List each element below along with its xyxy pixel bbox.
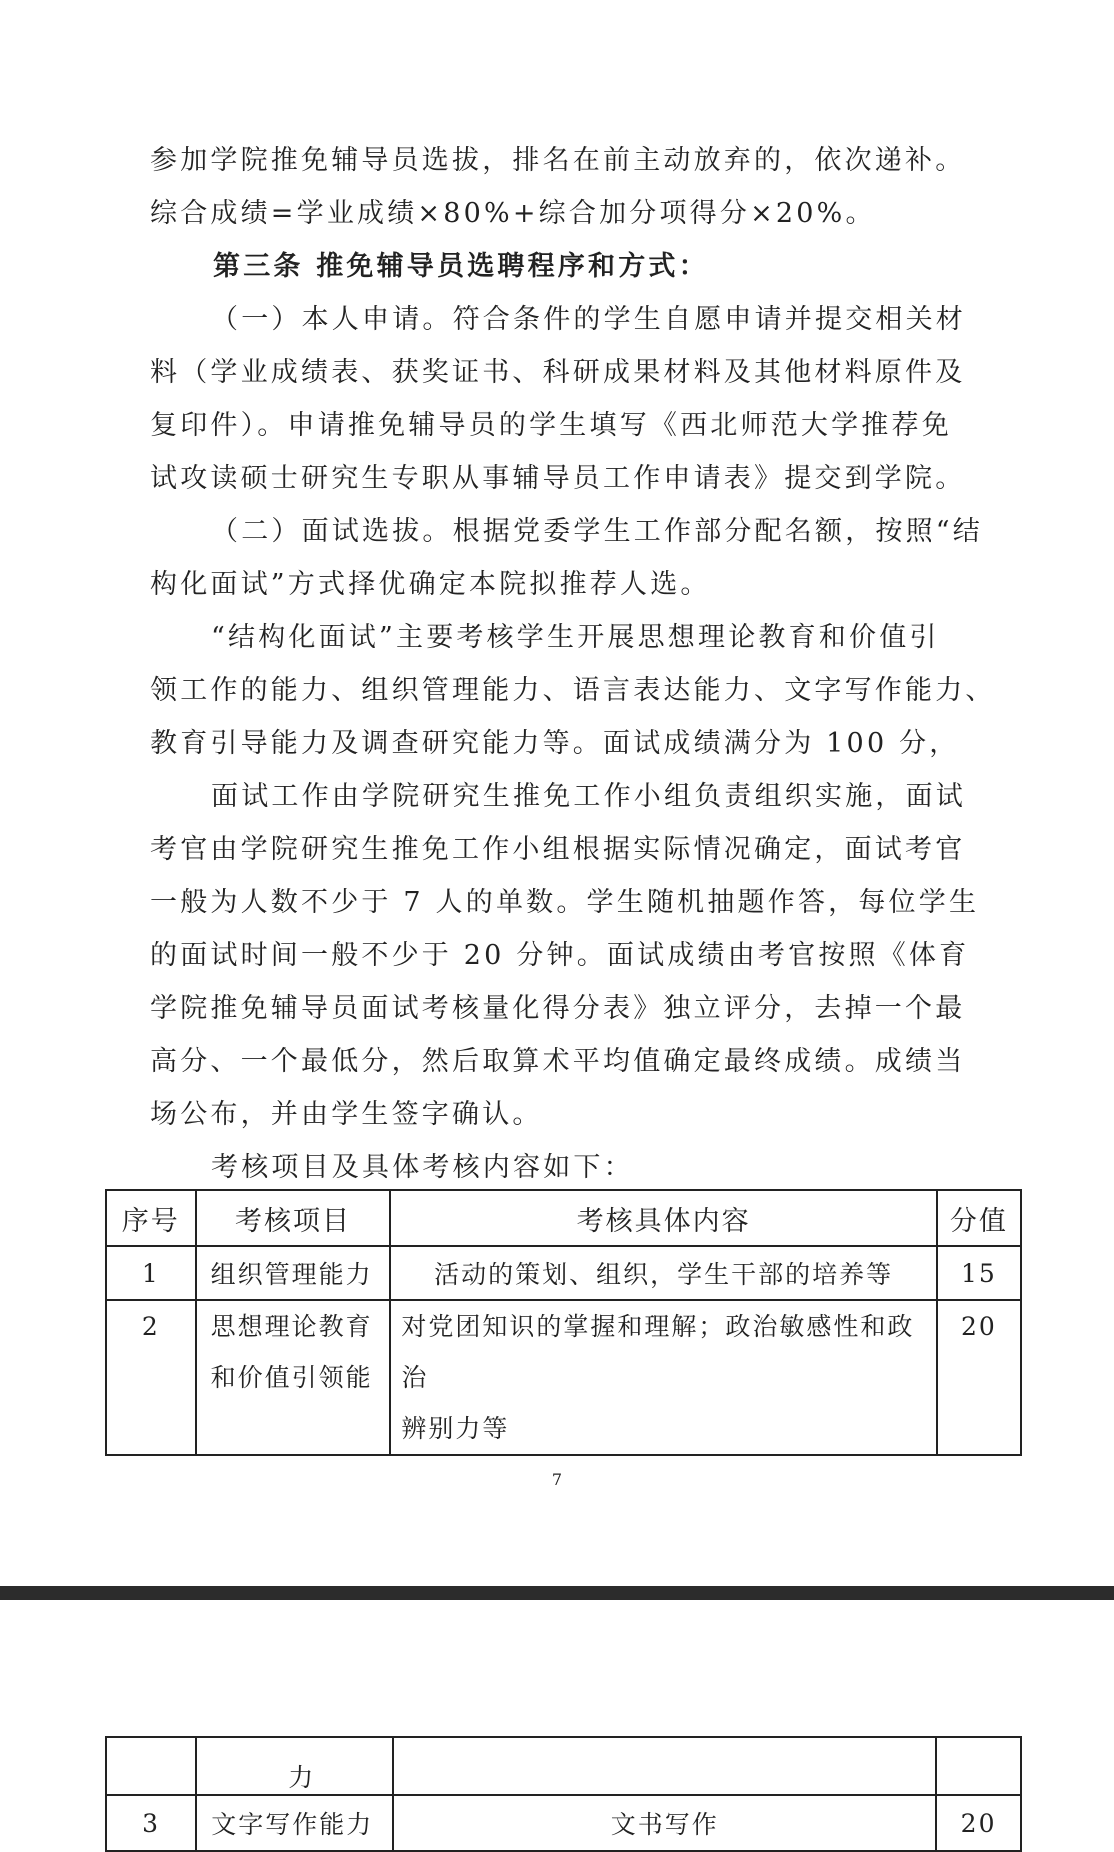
paragraph-line: 复印件）。申请推免辅导员的学生填写《西北师范大学推荐免	[150, 410, 952, 441]
row-content: 活动的策划、组织，学生干部的培养等	[390, 1246, 936, 1300]
paragraph-line: 试攻读硕士研究生专职从事辅导员工作申请表》提交到学院。	[150, 463, 966, 494]
table-row	[106, 1246, 1021, 1300]
row-item: 力	[196, 1737, 393, 1795]
table-row	[106, 1300, 1021, 1455]
row-content-line: 对党团知识的掌握和理解；政治敏感性和政治	[401, 1312, 915, 1392]
row-item: 组织管理能力	[196, 1246, 391, 1300]
row-content	[393, 1737, 936, 1795]
paragraph-line: “结构化面试”主要考核学生开展思想理论教育和价值引	[211, 622, 940, 653]
paragraph-line: 考核项目及具体考核内容如下：	[211, 1152, 634, 1183]
table-row	[106, 1737, 1021, 1795]
row-content-cell	[390, 1300, 936, 1455]
paragraph-line: 构化面试”方式择优确定本院拟推荐人选。	[150, 569, 711, 600]
table-row	[106, 1795, 1021, 1851]
row-score: 20	[961, 1312, 997, 1341]
row-item-cell	[196, 1300, 391, 1455]
row-content-line: 辨别力等	[401, 1414, 510, 1443]
paragraph-line: 面试工作由学院研究生推免工作小组负责组织实施，面试	[211, 781, 966, 812]
page-separator	[0, 1586, 1114, 1600]
row-number: 1	[106, 1246, 196, 1300]
table-header-row	[106, 1190, 1021, 1246]
paragraph-line: 一般为人数不少于 7 人的单数。学生随机抽题作答，每位学生	[150, 887, 980, 918]
paragraph-line: （一）本人申请。符合条件的学生自愿申请并提交相关材	[211, 304, 966, 335]
row-content: 文书写作	[393, 1795, 936, 1851]
paragraph-line: 料（学业成绩表、获奖证书、科研成果材料及其他材料原件及	[150, 357, 966, 388]
row-item-line: 思想理论教育	[210, 1312, 373, 1341]
row-score: 20	[936, 1795, 1021, 1851]
paragraph-line: 场公布，并由学生签字确认。	[150, 1099, 543, 1130]
paragraph-line: 高分、一个最低分，然后取算术平均值确定最终成绩。成绩当	[150, 1046, 966, 1077]
row-item-line: 和价值引领能	[210, 1363, 373, 1392]
paragraph-line: 考官由学院研究生推免工作小组根据实际情况确定，面试考官	[150, 834, 966, 865]
paragraph-line: 的面试时间一般不少于 20 分钟。面试成绩由考官按照《体育	[150, 940, 970, 971]
header-content: 考核具体内容	[390, 1190, 936, 1246]
row-score: 15	[937, 1246, 1021, 1300]
paragraph-line: 参加学院推免辅导员选拔，排名在前主动放弃的，依次递补。	[150, 145, 966, 176]
row-number-cell	[106, 1300, 196, 1455]
paragraph-line: （二）面试选拔。根据党委学生工作部分配名额，按照“结	[211, 516, 984, 547]
header-score: 分值	[937, 1190, 1021, 1246]
assessment-table-continued	[105, 1736, 1022, 1852]
row-item: 文字写作能力	[196, 1795, 393, 1851]
header-item: 考核项目	[196, 1190, 391, 1246]
row-number: 3	[106, 1795, 196, 1851]
paragraph-line: 学院推免辅导员面试考核量化得分表》独立评分，去掉一个最	[150, 993, 966, 1024]
header-number: 序号	[106, 1190, 196, 1246]
row-score-cell	[937, 1300, 1021, 1455]
paragraph-line: 综合成绩=学业成绩×80%+综合加分项得分×20%。	[150, 198, 876, 229]
row-number: 2	[141, 1312, 160, 1341]
page-number: 7	[551, 1470, 563, 1489]
paragraph-line: 教育引导能力及调查研究能力等。面试成绩满分为 100 分，	[150, 728, 960, 759]
row-score	[936, 1737, 1021, 1795]
paragraph-line: 领工作的能力、组织管理能力、语言表达能力、文字写作能力、	[150, 675, 996, 706]
row-number	[106, 1737, 196, 1795]
assessment-table	[105, 1189, 1022, 1456]
section-heading: 第三条 推免辅导员选聘程序和方式：	[213, 251, 709, 282]
